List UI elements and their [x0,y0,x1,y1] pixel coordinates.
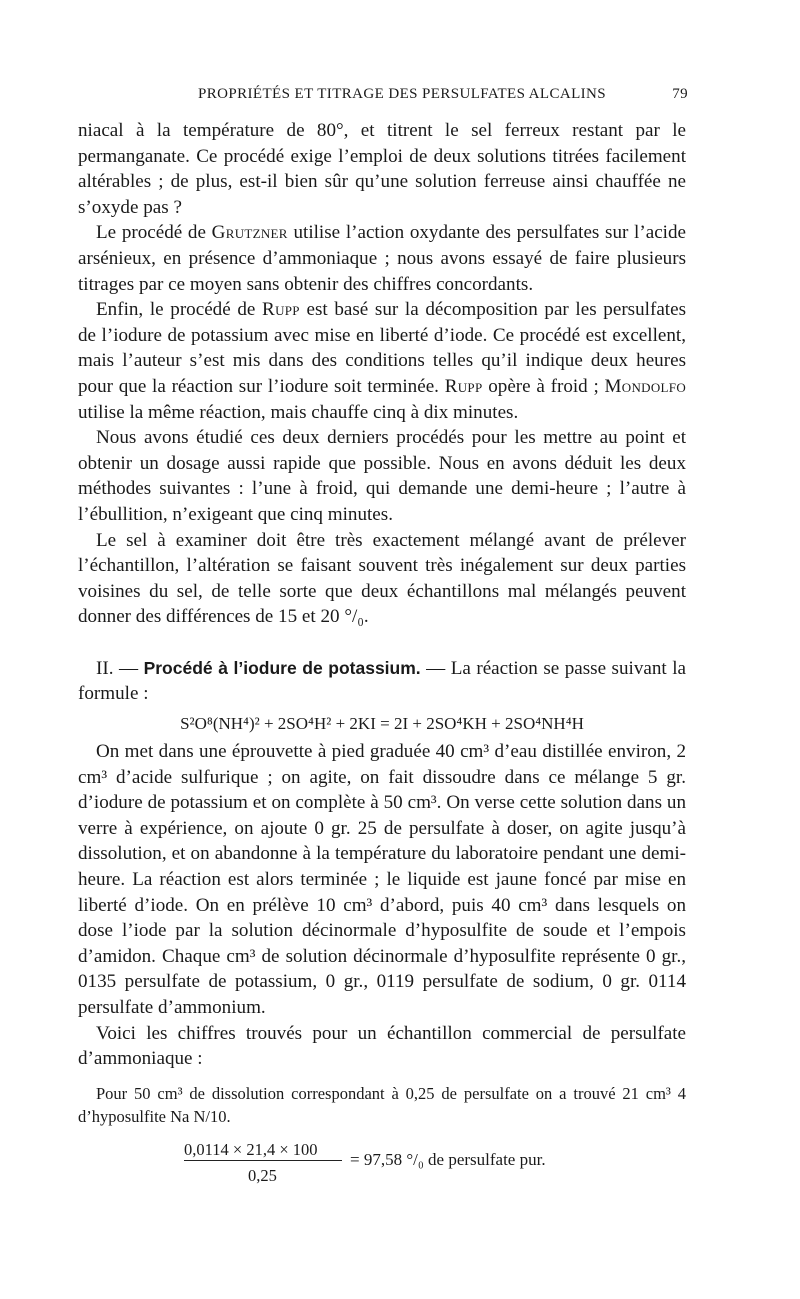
example-text: Pour 50 cm³ de dissolution correspondant à 0,25 de persulfate on a trouvé 21 cm³ 4 d’hyposulfite Na N/10. [78,1083,686,1126]
main-text [78,118,686,1190]
example-block [78,1082,686,1190]
author-name: Grutzner [211,222,288,244]
page-number: 79 [672,86,688,102]
paragraph: Nous avons étudié ces deux derniers procédés pour les mettre au point et obtenir un dosage aussi rapide que possible. Nous en avons déduit les deux méthodes suivantes : l’une à froid, qui demande une demi-heure ; l’autre à l’ébullition, n’exigeant que cinq minutes. [78,427,686,525]
section-title: Procédé à l’iodure de potassium. [143,657,421,678]
running-title: PROPRIÉTÉS ET TITRAGE DES PERSULFATES ALCALINS [198,86,607,102]
paragraph: Enfin, le procédé de Rupp est basé sur la décomposition par les persulfates de l’iodure de potassium avec mise en liberté d’iode. Ce procédé est excellent, mais l’auteur s’est mis dans des conditions telles qu’il indique deux heures pour que la réaction sur l’iodure soit terminée. Rupp opère à froid ; Mondolfo utilise la même réaction, mais chauffe cinq à dix minutes. [78,299,687,423]
author-name: Rupp [444,375,483,397]
paragraph: Voici les chiffres trouvés pour un échantillon commercial de persulfate d’ammoniaque : [78,1022,686,1070]
author-name: Rupp [262,299,300,321]
calculation-denominator: 0,25 [248,1165,277,1185]
calculation-result: = 97,58 °/₀ de persulfate pur. [350,1149,546,1169]
section-heading: II. — Procédé à l’iodure de potassium. — La réaction se passe suivant la formule : [78,657,686,705]
paragraph: Le sel à examiner doit être très exactement mélangé avant de prélever l’échantillon, l’altération se faisant souvent très inégalement sur deux parties voisines du sel, de telle sorte que deux échantillons mal mélangés peuvent donner des différences de 15 et 20 °/₀. [78,529,686,628]
fraction-bar [184,1160,342,1161]
paragraph: Le procédé de Grutzner utilise l’action oxydante des persulfates sur l’acide arsénieux, en présence d’ammoniaque ; nous avons essayé de faire plusieurs titrages par ce moyen sans obtenir des chiffres concordants. [78,222,686,295]
paragraph: On met dans une éprouvette à pied graduée 40 cm³ d’eau distillée environ, 2 cm³ d’acide sulfurique ; on agite, on fait dissoudre dans ce mélange 5 gr. d’iodure de potassium et on complète à 50 cm³. On verse cette solution dans un verre à expérience, on ajoute 0 gr. 25 de persulfate à doser, on agite jusqu’à dissolution, et on abandonne à la température du laboratoire pendant une demi-heure. La réaction est alors terminée ; le liquide est jaune foncé par mise en liberté d’iode. On en prélève 10 cm³ d’abord, puis 40 cm³ dans lesquels on dose l’iode par la solution décinormale d’hyposulfite de soude et l’empois d’amidon. Chaque cm³ de solution décinormale d’hyposulfite représente 0 gr., 0135 persulfate de potassium, 0 gr., 0119 persulfate de sodium, 0 gr. 0114 persulfate d’ammonium. [78,741,686,1018]
chemical-formula: S²O⁸(NH⁴)² + 2SO⁴H² + 2KI = 2I + 2SO⁴KH + 2SO⁴NH⁴H [180,714,584,734]
spacer [78,630,686,656]
calculation [78,1138,686,1190]
running-header [108,86,688,108]
author-name: Mondolfo [604,375,687,397]
paragraph: niacal à la température de 80°, et titrent le sel ferreux restant par le permanganate. Ce procédé exige l’emploi de deux solutions titrées facilement altérables ; de plus, est-il bien sûr qu’une solution ferreuse ainsi chauffée ne s’oxyde pas ? [78,120,686,218]
calculation-numerator: 0,0114 × 21,4 × 100 [184,1139,318,1159]
